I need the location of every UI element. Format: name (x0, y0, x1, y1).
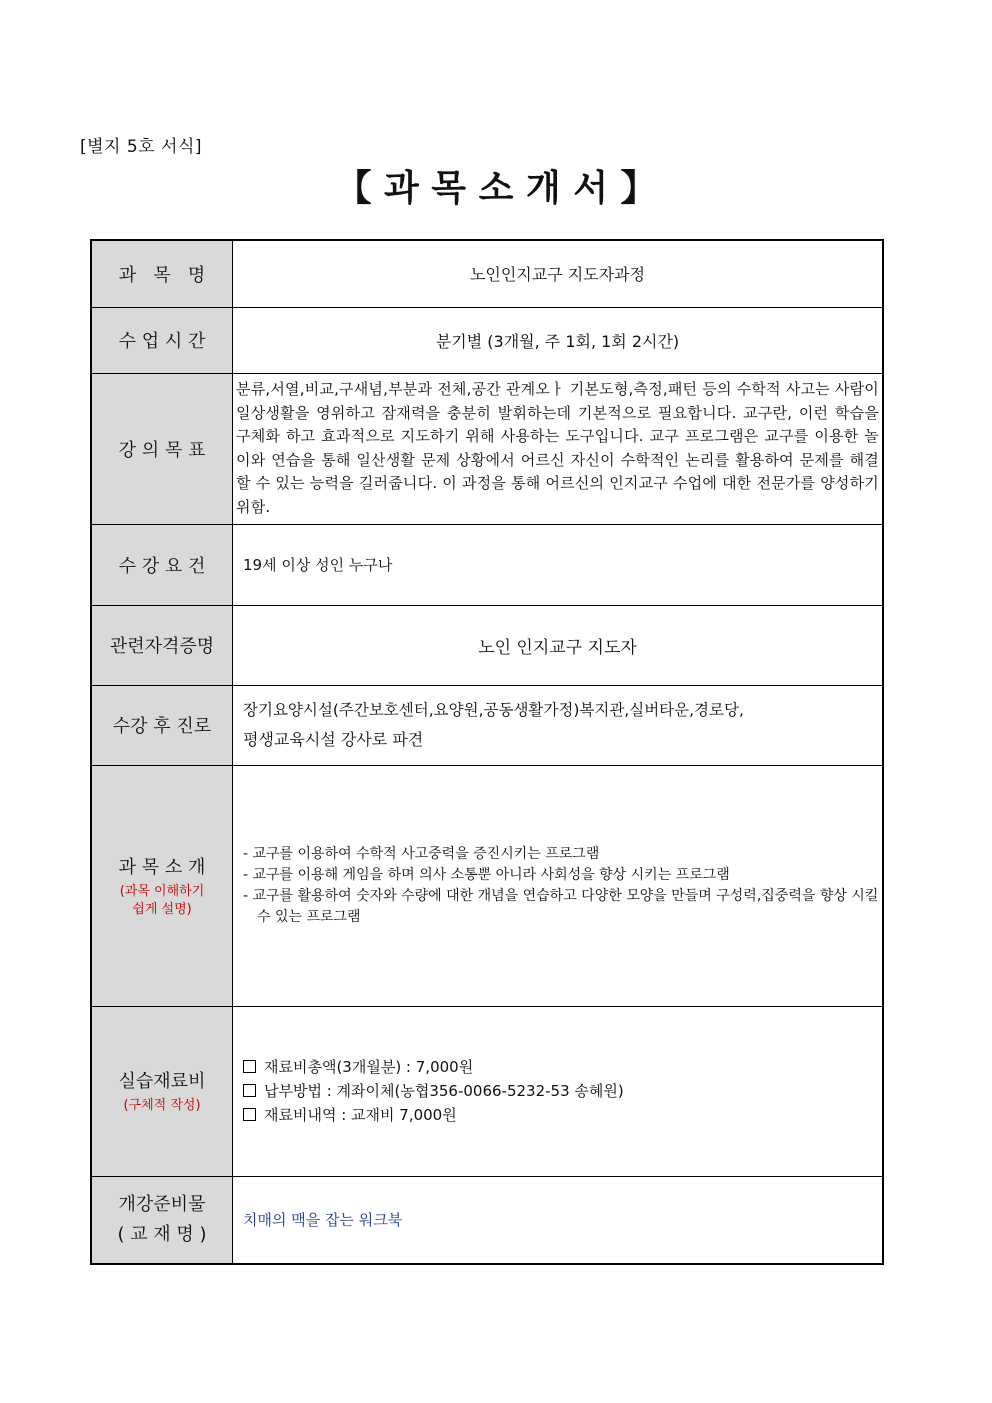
requirement-value: 19세 이상 성인 누구나 (233, 524, 884, 605)
materials-item (243, 1079, 882, 1103)
certificate-label: 관련자격증명 (91, 605, 233, 685)
textbook-value: 치매의 맥을 잡는 워크북 (233, 1176, 884, 1264)
class-time-label: 수 업 시 간 (91, 307, 233, 373)
materials-item (243, 1055, 882, 1079)
textbook-label-sub: ( 교 재 명 ) (117, 1223, 207, 1245)
career-row (91, 685, 883, 765)
materials-item-text: 재료비내역 : 교재비 7,000원 (264, 1106, 457, 1124)
career-value (233, 685, 884, 765)
intro-row (91, 765, 883, 1006)
subject-name-label: 과 목 명 (91, 240, 233, 307)
intro-item: - 교구를 이용하여 수학적 사고중력을 증진시키는 프로그램 (243, 845, 600, 862)
class-time-value: 분기별 (3개월, 주 1회, 1회 2시간) (233, 307, 884, 373)
intro-item: - 교구를 이용해 게임을 하며 의사 소통뿐 아니라 사회성을 향상 시키는 프로그램 (243, 866, 730, 883)
materials-item-text: 재료비총액(3개월분) : 7,000원 (264, 1058, 474, 1076)
career-line: 평생교육시설 강사로 파견 (243, 730, 424, 749)
intro-label-cell (91, 765, 233, 1006)
subject-introduction-table (90, 239, 884, 1265)
certificate-row (91, 605, 883, 685)
form-number: [별지 5호 서식] (80, 137, 202, 157)
intro-sublabel: (과목 이해하기 쉽게 설명) (119, 883, 205, 917)
subject-name-value: 노인인지교구 지도자과정 (233, 240, 884, 307)
class-time-row (91, 307, 883, 373)
objective-row (91, 373, 883, 524)
intro-item: - 교구를 활용하여 숫자와 수량에 대한 개념을 연습하고 다양한 모양을 만들며 구성력,집중력을 향상 시킬 수 있는 프로그램 (243, 887, 879, 925)
requirement-label: 수 강 요 건 (91, 524, 233, 605)
materials-row (91, 1006, 883, 1176)
materials-item-text: 납부방법 : 계좌이체(농협356-0066-5232-53 송혜원) (264, 1082, 624, 1100)
textbook-label: 개강준비물 (118, 1193, 206, 1215)
checkbox-icon (243, 1084, 256, 1097)
certificate-value: 노인 인지교구 지도자 (233, 605, 884, 685)
materials-item (243, 1103, 882, 1127)
materials-sublabel: (구체적 작성) (123, 1098, 201, 1114)
textbook-row (91, 1176, 883, 1264)
materials-value (233, 1006, 884, 1176)
career-label: 수강 후 진로 (91, 685, 233, 765)
materials-label: 실습재료비 (118, 1071, 206, 1093)
objective-value: 분류,서열,비교,구새념,부분과 전체,공간 관계오ㅏ 기본도형,측정,패턴 등의 수학적 사고는 사람이 일상생활을 영위하고 잠재력을 충분히 발휘하는데 기본적으로 필요합니다. 교구란, 이런 학습을 구체화 하고 효과적으로 지도하기 위해 사용하는 도구입니다. 교구 프로그램은 교구를 이용한 놀이와 연습을 통해 일산생활 문제 상황에서 어르신 자신이 수학적인 논리를 활용하여 문제를 해결 할 수 있는 능력을 길러줍니다. 이 과정을 통해 어르신의 인지교구 수업에 대한 전문가를 양성하기 위함. (233, 373, 884, 524)
subject-name-row (91, 240, 883, 307)
intro-label: 과 목 소 개 (118, 856, 206, 878)
requirement-row (91, 524, 883, 605)
materials-list (233, 1055, 882, 1127)
textbook-label-cell (91, 1176, 233, 1264)
objective-label: 강 의 목 표 (91, 373, 233, 524)
document-title: 【 과 목 소 개 서 】 (335, 168, 657, 209)
materials-label-cell (91, 1006, 233, 1176)
intro-value (233, 765, 884, 1006)
intro-list (233, 844, 882, 928)
checkbox-icon (243, 1060, 256, 1073)
checkbox-icon (243, 1108, 256, 1121)
career-line: 장기요양시설(주간보호센터,요양원,공동생활가정)복지관,실버타운,경로당, (243, 701, 744, 719)
